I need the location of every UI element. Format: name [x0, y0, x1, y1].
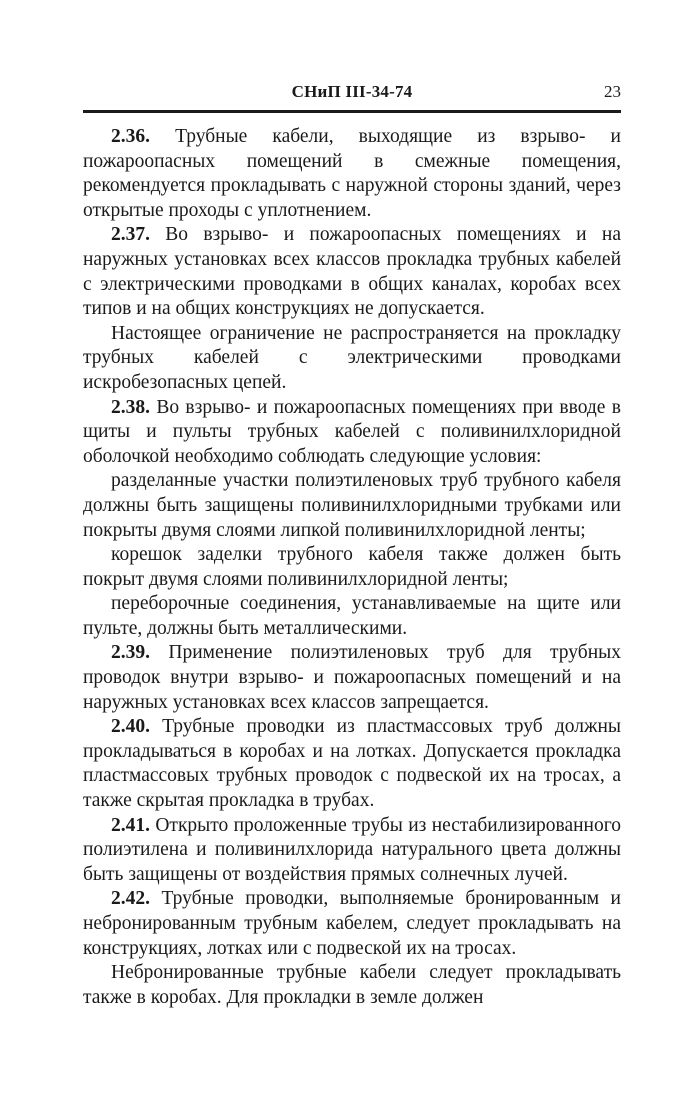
- list-item: [83, 592, 621, 641]
- document-code: СНиП III-34-74: [291, 82, 413, 101]
- paragraph-text: Во взрыво- и пожароопасных помещениях при вводе в щиты и пульты трубных кабелей с поливинилхлоридной оболочкой необходимо соблюдать следующие условия:: [83, 396, 621, 467]
- clause-number: 2.41.: [111, 814, 150, 836]
- clause-number: 2.39.: [111, 642, 150, 664]
- clause-number: 2.38.: [111, 396, 150, 418]
- paragraph-text: Настоящее ограничение не распространяется на прокладку трубных кабелей с электрическими проводками искробезопасных цепей.: [83, 322, 621, 393]
- paragraph-text: Открыто проложенные трубы из нестабилизированного полиэтилена и поливинилхлорида натурального цвета должны быть защищены от воздействия прямых солнечных лучей.: [83, 814, 621, 885]
- paragraph-2-38: [83, 396, 621, 470]
- paragraph-2-37: [83, 223, 621, 321]
- paragraph-text: Небронированные трубные кабели следует прокладывать также в коробах. Для прокладки в земле должен: [83, 962, 621, 1008]
- paragraph-text: Трубные кабели, выходящие из взрыво- и пожароопасных помещений в смежные помещения, рекомендуется прокладывать с наружной стороны зданий, через открытые проходы с уплотнением.: [83, 126, 621, 221]
- paragraph-2-36: [83, 125, 621, 223]
- list-item: [83, 469, 621, 543]
- paragraph-2-42-continued: [83, 961, 621, 1010]
- document-page: [83, 78, 621, 1010]
- clause-number: 2.40.: [111, 716, 150, 738]
- paragraph-text: Во взрыво- и пожароопасных помещениях и на наружных установках всех классов прокладка трубных кабелей с электрическими проводками в общих каналах, коробах всех типов и на общих конструкциях не допускается.: [83, 224, 621, 320]
- paragraph-2-39: [83, 641, 621, 715]
- paragraph-text: Трубные проводки из пластмассовых труб должны прокладываться в коробах и на лотках. Допускается прокладка пластмассовых трубных проводок с подвеской их на тросах, а также скрытая прокладка в трубах.: [83, 716, 621, 812]
- clause-number: 2.37.: [111, 224, 150, 246]
- page-header: [83, 78, 621, 113]
- paragraph-text: разделанные участки полиэтиленовых труб трубного кабеля должны быть защищены поливинилхлоридными трубками или покрыты двумя слоями липкой поливинилхлоридной ленты;: [83, 470, 621, 541]
- document-body: [83, 125, 621, 1010]
- page-number: 23: [604, 82, 621, 101]
- clause-number: 2.42.: [111, 888, 150, 910]
- clause-number: 2.36.: [111, 126, 150, 147]
- paragraph-2-40: [83, 715, 621, 813]
- paragraph-text: корешок заделки трубного кабеля также должен быть покрыт двумя слоями поливинилхлоридной ленты;: [83, 544, 621, 590]
- paragraph-text: Трубные проводки, выполняемые бронированным и небронированным трубным кабелем, следует прокладывать на конструкциях, лотках или с подвеской их на тросах.: [83, 888, 621, 959]
- list-item: [83, 543, 621, 592]
- paragraph-text: Применение полиэтиленовых труб для трубных проводок внутри взрыво- и пожароопасных помещений и на наружных установках всех классов запрещается.: [83, 642, 621, 713]
- paragraph-text: переборочные соединения, устанавливаемые на щите или пульте, должны быть металлическими.: [83, 593, 621, 639]
- paragraph-2-42: [83, 887, 621, 961]
- paragraph-2-41: [83, 814, 621, 888]
- paragraph-2-37-note: [83, 322, 621, 396]
